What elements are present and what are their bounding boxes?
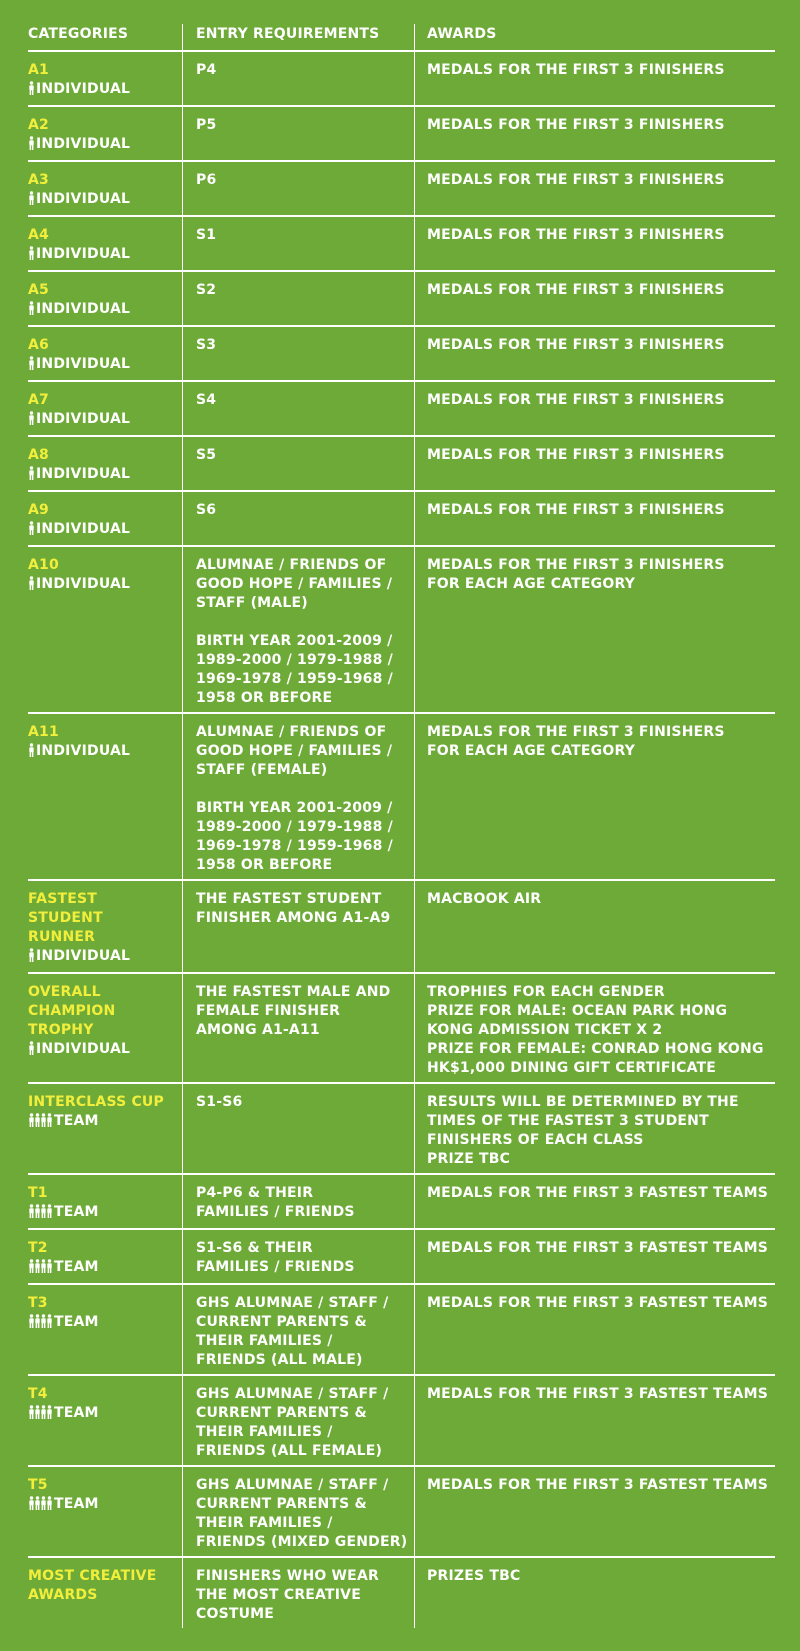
entry-requirements-cell — [182, 1558, 414, 1628]
category-name: FASTEST — [28, 891, 98, 907]
requirement-line: GHS ALUMNAE / STAFF / — [196, 1477, 389, 1493]
requirement-line: ALUMNAE / FRIENDS OF — [196, 557, 387, 573]
award-line: MEDALS FOR THE FIRST 3 FINISHERS — [427, 172, 725, 188]
requirement-line: GHS ALUMNAE / STAFF / — [196, 1386, 389, 1402]
single-person-icon — [28, 521, 34, 541]
table-header — [28, 24, 775, 52]
requirement-line: GOOD HOPE / FAMILIES / — [196, 743, 393, 759]
table-row — [28, 714, 775, 881]
category-name: T5 — [28, 1477, 48, 1493]
requirement-line: THE FASTEST MALE AND — [196, 984, 391, 1000]
table-row — [28, 272, 775, 327]
category-cell — [28, 1467, 182, 1556]
single-person-icon — [28, 743, 34, 763]
requirement-line: FRIENDS (ALL FEMALE) — [196, 1443, 383, 1459]
requirement-line: 1958 OR BEFORE — [196, 857, 333, 873]
category-name: T2 — [28, 1240, 48, 1256]
single-person-icon — [28, 356, 34, 376]
requirement-line: CURRENT PARENTS & — [196, 1496, 367, 1512]
award-line: MEDALS FOR THE FIRST 3 FASTEST TEAMS — [427, 1240, 768, 1256]
entry-requirements-cell — [182, 1175, 414, 1228]
team-icon — [28, 1113, 52, 1133]
single-person-icon — [28, 81, 34, 101]
requirement-line: FEMALE FINISHER — [196, 1003, 341, 1019]
single-person-icon — [28, 191, 34, 211]
entry-requirements-cell — [182, 382, 414, 435]
requirement-line: THE MOST CREATIVE — [196, 1587, 361, 1603]
category-name: A1 — [28, 62, 49, 78]
requirement-line: FINISHER AMONG A1-A9 — [196, 910, 391, 926]
requirement-line: CURRENT PARENTS & — [196, 1314, 367, 1330]
table-row — [28, 327, 775, 382]
award-line: MEDALS FOR THE FIRST 3 FINISHERS — [427, 447, 725, 463]
category-type — [28, 135, 178, 156]
requirement-line: P6 — [196, 172, 217, 188]
entry-requirements-cell — [182, 272, 414, 325]
awards-cell — [414, 107, 775, 160]
category-type-label: INDIVIDUAL — [36, 356, 131, 372]
award-line: RESULTS WILL BE DETERMINED BY THE — [427, 1094, 739, 1110]
category-type — [28, 190, 178, 211]
awards-cell — [414, 52, 775, 105]
entry-requirements-cell — [182, 1084, 414, 1173]
table-row — [28, 547, 775, 714]
category-cell — [28, 52, 182, 105]
award-line: TIMES OF THE FASTEST 3 STUDENT — [427, 1113, 709, 1129]
requirement-line: P4-P6 & THEIR — [196, 1185, 314, 1201]
header-categories: CATEGORIES — [28, 26, 129, 42]
requirement-line: STAFF (FEMALE) — [196, 762, 328, 778]
requirement-line: 1969-1978 / 1959-1968 / — [196, 671, 393, 687]
single-person-icon — [28, 948, 34, 968]
category-name: A9 — [28, 502, 49, 518]
category-type — [28, 1258, 178, 1279]
awards-cell — [414, 492, 775, 545]
category-type-label: INDIVIDUAL — [36, 246, 131, 262]
category-name: A2 — [28, 117, 49, 133]
category-type — [28, 1040, 178, 1061]
category-cell — [28, 1376, 182, 1465]
entry-requirements-cell — [182, 52, 414, 105]
awards-cell — [414, 1175, 775, 1228]
award-line: MEDALS FOR THE FIRST 3 FASTEST TEAMS — [427, 1477, 768, 1493]
category-name: T1 — [28, 1185, 48, 1201]
table-row — [28, 1467, 775, 1558]
category-type — [28, 355, 178, 376]
requirement-line: FRIENDS (MIXED GENDER) — [196, 1534, 408, 1550]
team-icon — [28, 1314, 52, 1334]
requirement-line: FAMILIES / FRIENDS — [196, 1204, 355, 1220]
team-icon — [28, 1496, 52, 1516]
category-cell — [28, 974, 182, 1082]
awards-cell — [414, 881, 775, 972]
requirement-line: THEIR FAMILIES / — [196, 1515, 333, 1531]
team-icon — [28, 1204, 52, 1224]
table-row — [28, 1084, 775, 1175]
category-name: AWARDS — [28, 1587, 98, 1603]
requirement-line: COSTUME — [196, 1606, 275, 1622]
category-type-label: INDIVIDUAL — [36, 81, 131, 97]
single-person-icon — [28, 136, 34, 156]
category-type — [28, 1313, 178, 1334]
category-cell — [28, 1175, 182, 1228]
categories-table — [28, 24, 775, 1628]
category-cell — [28, 217, 182, 270]
award-line: MEDALS FOR THE FIRST 3 FASTEST TEAMS — [427, 1386, 768, 1402]
category-name: T4 — [28, 1386, 48, 1402]
category-type-label: INDIVIDUAL — [36, 576, 131, 592]
award-line: PRIZE FOR MALE: OCEAN PARK HONG — [427, 1003, 728, 1019]
awards-cell — [414, 1230, 775, 1283]
award-line: MEDALS FOR THE FIRST 3 FINISHERS — [427, 117, 725, 133]
category-type — [28, 80, 178, 101]
table-row — [28, 1175, 775, 1230]
requirement-line: 1958 OR BEFORE — [196, 690, 333, 706]
award-line: MEDALS FOR THE FIRST 3 FASTEST TEAMS — [427, 1295, 768, 1311]
requirement-line: FINISHERS WHO WEAR — [196, 1568, 379, 1584]
category-cell — [28, 382, 182, 435]
category-type-label: INDIVIDUAL — [36, 301, 131, 317]
category-name: CHAMPION — [28, 1003, 116, 1019]
requirement-line: FAMILIES / FRIENDS — [196, 1259, 355, 1275]
category-type-label: TEAM — [54, 1496, 99, 1512]
award-line: MEDALS FOR THE FIRST 3 FINISHERS — [427, 337, 725, 353]
category-name: TROPHY — [28, 1022, 94, 1038]
category-type-label: INDIVIDUAL — [36, 1041, 131, 1057]
table-row — [28, 52, 775, 107]
requirement-line: 1989-2000 / 1979-1988 / — [196, 652, 393, 668]
award-line: MEDALS FOR THE FIRST 3 FINISHERS — [427, 557, 725, 573]
awards-cell — [414, 162, 775, 215]
award-line: KONG ADMISSION TICKET X 2 — [427, 1022, 663, 1038]
requirement-line: THEIR FAMILIES / — [196, 1424, 333, 1440]
category-name: INTERCLASS CUP — [28, 1094, 164, 1110]
requirement-line: BIRTH YEAR 2001-2009 / — [196, 800, 393, 816]
table-row — [28, 1285, 775, 1376]
award-line: MEDALS FOR THE FIRST 3 FASTEST TEAMS — [427, 1185, 768, 1201]
table-row — [28, 217, 775, 272]
single-person-icon — [28, 411, 34, 431]
requirement-line: CURRENT PARENTS & — [196, 1405, 367, 1421]
category-type-label: INDIVIDUAL — [36, 466, 131, 482]
category-name: A7 — [28, 392, 49, 408]
entry-requirements-cell — [182, 714, 414, 879]
award-line: MEDALS FOR THE FIRST 3 FINISHERS — [427, 282, 725, 298]
award-line: HK$1,000 DINING GIFT CERTIFICATE — [427, 1060, 717, 1076]
awards-cell — [414, 327, 775, 380]
requirement-line: 1969-1978 / 1959-1968 / — [196, 838, 393, 854]
requirement-line: AMONG A1-A11 — [196, 1022, 320, 1038]
category-type — [28, 300, 178, 321]
awards-cell — [414, 437, 775, 490]
category-type — [28, 410, 178, 431]
award-line: TROPHIES FOR EACH GENDER — [427, 984, 665, 1000]
category-cell — [28, 162, 182, 215]
table-body — [28, 52, 775, 1628]
table-row — [28, 1558, 775, 1628]
category-type — [28, 742, 178, 763]
single-person-icon — [28, 246, 34, 266]
category-cell — [28, 547, 182, 712]
entry-requirements-cell — [182, 547, 414, 712]
table-row — [28, 974, 775, 1084]
award-line: MEDALS FOR THE FIRST 3 FINISHERS — [427, 502, 725, 518]
category-cell — [28, 492, 182, 545]
single-person-icon — [28, 1041, 34, 1061]
category-name: OVERALL — [28, 984, 101, 1000]
header-awards: AWARDS — [414, 24, 775, 50]
category-type — [28, 465, 178, 486]
category-type — [28, 575, 178, 596]
award-line: FOR EACH AGE CATEGORY — [427, 576, 636, 592]
single-person-icon — [28, 576, 34, 596]
requirement-line: BIRTH YEAR 2001-2009 / — [196, 633, 393, 649]
category-type-label: INDIVIDUAL — [36, 136, 131, 152]
award-line: MACBOOK AIR — [427, 891, 542, 907]
award-line: MEDALS FOR THE FIRST 3 FINISHERS — [427, 724, 725, 740]
single-person-icon — [28, 301, 34, 321]
awards-cell — [414, 1467, 775, 1556]
table-row — [28, 881, 775, 974]
requirement-line: S6 — [196, 502, 217, 518]
table-row — [28, 492, 775, 547]
category-cell — [28, 437, 182, 490]
category-type-label: INDIVIDUAL — [36, 521, 131, 537]
requirement-line: S3 — [196, 337, 217, 353]
category-type-label: INDIVIDUAL — [36, 743, 131, 759]
requirement-line: S4 — [196, 392, 217, 408]
requirement-line: S1-S6 & THEIR — [196, 1240, 313, 1256]
awards-cell — [414, 382, 775, 435]
category-type-label: INDIVIDUAL — [36, 191, 131, 207]
award-line: PRIZES TBC — [427, 1568, 521, 1584]
category-name: A5 — [28, 282, 49, 298]
category-name: A10 — [28, 557, 59, 573]
header-entry-requirements: ENTRY REQUIREMENTS — [182, 24, 414, 50]
requirement-line: STAFF (MALE) — [196, 595, 308, 611]
category-name: MOST CREATIVE — [28, 1568, 157, 1584]
requirement-line: S5 — [196, 447, 217, 463]
category-cell — [28, 1558, 182, 1628]
category-cell — [28, 1285, 182, 1374]
award-line: MEDALS FOR THE FIRST 3 FINISHERS — [427, 392, 725, 408]
single-person-icon — [28, 466, 34, 486]
requirement-line: THE FASTEST STUDENT — [196, 891, 382, 907]
awards-cell — [414, 1376, 775, 1465]
awards-cell — [414, 272, 775, 325]
category-name: STUDENT — [28, 910, 103, 926]
line-gap — [196, 613, 410, 632]
category-cell — [28, 1084, 182, 1173]
category-name: RUNNER — [28, 929, 96, 945]
requirement-line: 1989-2000 / 1979-1988 / — [196, 819, 393, 835]
line-gap — [196, 780, 410, 799]
award-line: FOR EACH AGE CATEGORY — [427, 743, 636, 759]
awards-cell — [414, 714, 775, 879]
category-cell — [28, 714, 182, 879]
award-line: MEDALS FOR THE FIRST 3 FINISHERS — [427, 62, 725, 78]
award-line: PRIZE TBC — [427, 1151, 511, 1167]
category-type-label: TEAM — [54, 1259, 99, 1275]
category-type-label: TEAM — [54, 1314, 99, 1330]
category-type — [28, 520, 178, 541]
award-line: PRIZE FOR FEMALE: CONRAD HONG KONG — [427, 1041, 764, 1057]
category-type — [28, 1495, 178, 1516]
category-type — [28, 1112, 178, 1133]
team-icon — [28, 1405, 52, 1425]
table-row — [28, 437, 775, 492]
awards-cell — [414, 1285, 775, 1374]
category-type — [28, 1203, 178, 1224]
entry-requirements-cell — [182, 492, 414, 545]
awards-cell — [414, 217, 775, 270]
entry-requirements-cell — [182, 881, 414, 972]
awards-cell — [414, 974, 775, 1082]
table-row — [28, 107, 775, 162]
category-name: A3 — [28, 172, 49, 188]
category-cell — [28, 327, 182, 380]
requirement-line: ALUMNAE / FRIENDS OF — [196, 724, 387, 740]
table-row — [28, 162, 775, 217]
category-name: A8 — [28, 447, 49, 463]
award-line: MEDALS FOR THE FIRST 3 FINISHERS — [427, 227, 725, 243]
category-type-label: TEAM — [54, 1204, 99, 1220]
entry-requirements-cell — [182, 1467, 414, 1556]
requirement-line: P5 — [196, 117, 217, 133]
category-type — [28, 1404, 178, 1425]
category-type-label: TEAM — [54, 1405, 99, 1421]
entry-requirements-cell — [182, 217, 414, 270]
table-row — [28, 382, 775, 437]
category-name: A6 — [28, 337, 49, 353]
category-type — [28, 947, 178, 968]
entry-requirements-cell — [182, 327, 414, 380]
award-line: FINISHERS OF EACH CLASS — [427, 1132, 644, 1148]
entry-requirements-cell — [182, 107, 414, 160]
requirement-line: THEIR FAMILIES / — [196, 1333, 333, 1349]
entry-requirements-cell — [182, 1230, 414, 1283]
category-cell — [28, 1230, 182, 1283]
requirement-line: S1 — [196, 227, 217, 243]
awards-cell — [414, 1558, 775, 1628]
category-type-label: INDIVIDUAL — [36, 411, 131, 427]
table-row — [28, 1376, 775, 1467]
requirement-line: S1-S6 — [196, 1094, 243, 1110]
requirement-line: GHS ALUMNAE / STAFF / — [196, 1295, 389, 1311]
category-cell — [28, 107, 182, 160]
entry-requirements-cell — [182, 1285, 414, 1374]
requirement-line: FRIENDS (ALL MALE) — [196, 1352, 363, 1368]
category-name: T3 — [28, 1295, 48, 1311]
awards-cell — [414, 1084, 775, 1173]
requirement-line: P4 — [196, 62, 217, 78]
category-cell — [28, 881, 182, 972]
category-name: A11 — [28, 724, 59, 740]
category-type-label: INDIVIDUAL — [36, 948, 131, 964]
table-row — [28, 1230, 775, 1285]
category-cell — [28, 272, 182, 325]
team-icon — [28, 1259, 52, 1279]
entry-requirements-cell — [182, 437, 414, 490]
entry-requirements-cell — [182, 162, 414, 215]
requirement-line: GOOD HOPE / FAMILIES / — [196, 576, 393, 592]
requirement-line: S2 — [196, 282, 217, 298]
awards-cell — [414, 547, 775, 712]
category-type-label: TEAM — [54, 1113, 99, 1129]
entry-requirements-cell — [182, 974, 414, 1082]
category-type — [28, 245, 178, 266]
entry-requirements-cell — [182, 1376, 414, 1465]
category-name: A4 — [28, 227, 49, 243]
